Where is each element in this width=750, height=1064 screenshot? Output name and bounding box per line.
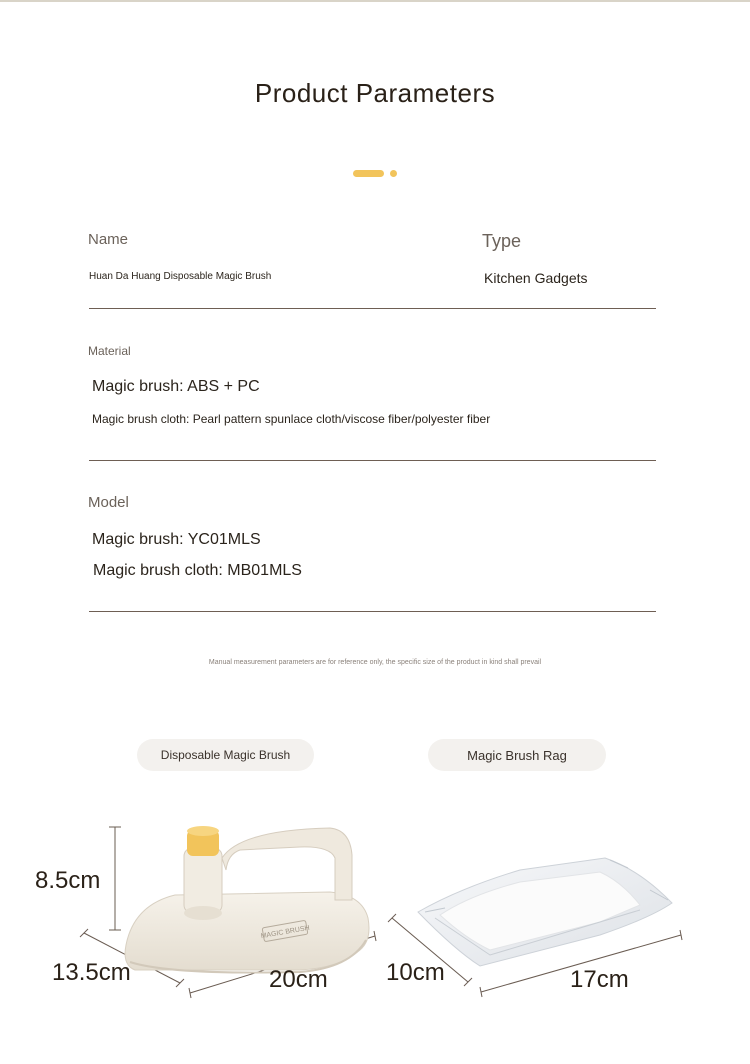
brush-depth-label: 13.5cm	[52, 959, 131, 986]
divider-2	[89, 460, 656, 461]
product-illustrations	[0, 800, 750, 1030]
divider-3	[89, 611, 656, 612]
material-label: Material	[88, 344, 131, 358]
type-value: Kitchen Gadgets	[484, 270, 588, 286]
type-label: Type	[482, 231, 522, 251]
accent-dash	[353, 170, 384, 177]
material-line-1: Magic brush: ABS + PC	[92, 378, 260, 395]
name-value: Huan Da Huang Disposable Magic Brush	[89, 271, 272, 282]
model-line-2: Magic brush cloth: MB01MLS	[93, 562, 302, 579]
brush-height-line	[109, 827, 121, 930]
name-label: Name	[88, 231, 129, 248]
top-border	[0, 0, 750, 2]
brush-product-label: Disposable Magic Brush	[137, 739, 314, 771]
rag-width-label: 17cm	[570, 966, 629, 993]
model-line-1: Magic brush: YC01MLS	[92, 531, 261, 548]
magic-brush-image	[125, 826, 369, 973]
model-label: Model	[88, 494, 129, 511]
rag-depth-label: 10cm	[386, 959, 445, 986]
magic-brush-rag-image	[418, 858, 672, 966]
accent-dot	[390, 170, 397, 177]
material-line-2: Magic brush cloth: Pearl pattern spunlace cloth/viscose fiber/polyester fiber	[92, 412, 491, 426]
rag-product-label: Magic Brush Rag	[428, 739, 606, 771]
brush-badge-text: MAGIC BRUSH	[260, 924, 311, 941]
measurement-footnote: Manual measurement parameters are for reference only, the specific size of the product in kind shall prevail	[208, 659, 542, 666]
page-title: Product Parameters	[254, 78, 496, 108]
brush-height-label: 8.5cm	[35, 867, 101, 894]
divider-1	[89, 308, 656, 309]
brush-width-label: 20cm	[269, 966, 328, 993]
